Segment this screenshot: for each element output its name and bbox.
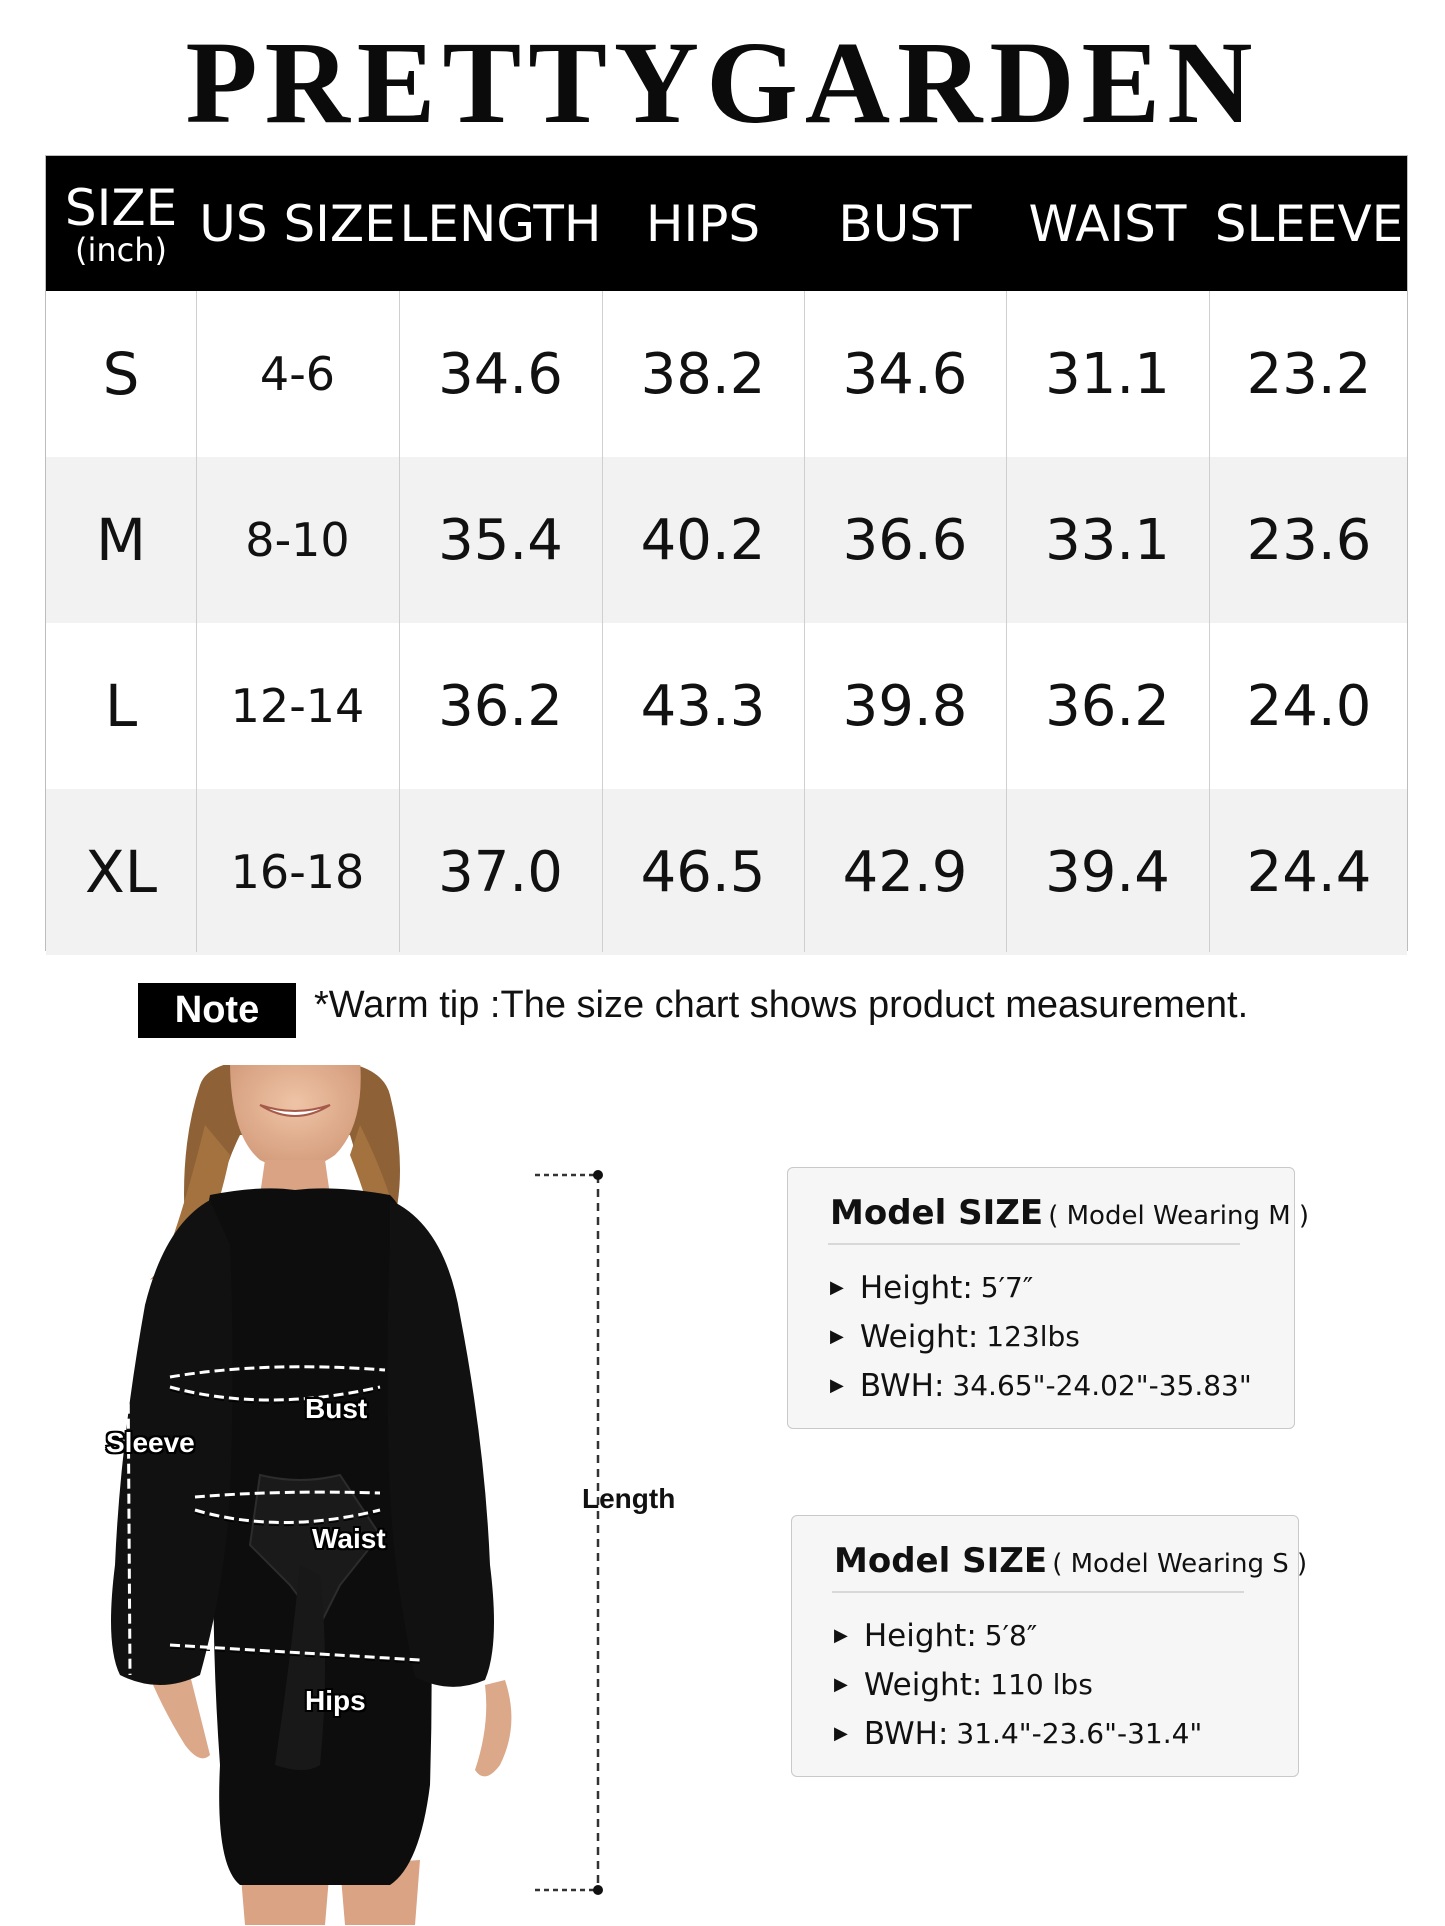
column-header (602, 156, 804, 291)
table-cell: 36.2 (1045, 673, 1170, 739)
table-cell: XL (84, 838, 158, 906)
length-bottom-dot (593, 1885, 603, 1895)
note-text: *Warm tip :The size chart shows product measurement. (314, 984, 1249, 1026)
model-stats-list (834, 1611, 1202, 1758)
table-cell: 34.6 (438, 341, 563, 407)
column-header (196, 156, 399, 291)
model-card-m (787, 1167, 1310, 1429)
waist-label: Waist (312, 1523, 386, 1554)
table-cell: 38.2 (640, 341, 766, 407)
table-cell: 16-18 (230, 845, 365, 899)
column-header-unit: (inch) (74, 230, 167, 269)
column-header (399, 156, 602, 291)
table-cell: 39.4 (1045, 839, 1170, 905)
triangle-right-icon: ▶ (830, 1277, 844, 1298)
card-title-main: Model SIZE (834, 1541, 1048, 1581)
table-cell: 35.4 (438, 507, 563, 573)
size-chart-table (45, 155, 1408, 951)
card-divider (832, 1591, 1244, 1593)
triangle-right-icon: ▶ (834, 1625, 848, 1646)
table-cell: 34.6 (842, 341, 968, 407)
column-header-label: SIZE (64, 178, 178, 237)
column-header-label: LENGTH (399, 194, 602, 253)
column-header (46, 156, 196, 291)
list-item: ▶ BWH: 31.4"-23.6"-31.4" (834, 1715, 1203, 1752)
note-badge: Note (138, 983, 296, 1038)
table-cell: L (104, 672, 138, 740)
table-cell: 23.2 (1246, 341, 1372, 407)
table-cell: S (102, 340, 140, 408)
table-cell: 43.3 (640, 673, 766, 739)
table-cell: 37.0 (438, 839, 563, 905)
brand-logo: PRETTYGARDEN (185, 17, 1260, 148)
card-title-sub: ( Model Wearing S ) (1052, 1549, 1308, 1579)
column-header-label: BUST (838, 194, 972, 253)
table-cell: 36.6 (842, 507, 968, 573)
column-divider (399, 291, 400, 952)
card-title (834, 1541, 1307, 1581)
model-stats-list (830, 1263, 1252, 1410)
table-cell: 46.5 (640, 839, 766, 905)
column-divider (804, 291, 805, 952)
hips-label: Hips (305, 1685, 366, 1716)
column-divider (196, 291, 197, 952)
column-header-label: WAIST (1028, 194, 1187, 253)
card-title-main: Model SIZE (830, 1193, 1044, 1233)
table-cell: 4-6 (259, 347, 336, 401)
list-item: ▶ BWH: 34.65"-24.02"-35.83" (830, 1367, 1252, 1404)
table-cell: 24.4 (1246, 839, 1372, 905)
table-header (46, 156, 1407, 291)
card-title (830, 1193, 1309, 1233)
table-row (46, 457, 1407, 623)
table-cell: 40.2 (640, 507, 766, 573)
column-header-label: HIPS (645, 194, 761, 253)
length-label: Length (582, 1483, 676, 1514)
table-row (46, 291, 1407, 457)
list-item: ▶ Height: 5′8″ (834, 1617, 1038, 1654)
column-divider (1006, 291, 1007, 952)
table-cell: 12-14 (230, 679, 365, 733)
table-cell: 33.1 (1045, 507, 1170, 573)
right-hand (475, 1680, 511, 1776)
table-cell: 39.8 (842, 673, 968, 739)
length-top-dot (593, 1170, 603, 1180)
card-divider (828, 1243, 1240, 1245)
column-header-label: SLEEVE (1214, 194, 1404, 253)
triangle-right-icon: ▶ (834, 1674, 848, 1695)
column-divider (602, 291, 603, 952)
table-row (46, 623, 1407, 789)
model-card-s (791, 1515, 1308, 1777)
table-cell: 24.0 (1246, 673, 1372, 739)
triangle-right-icon: ▶ (830, 1326, 844, 1347)
column-header (1209, 156, 1409, 291)
bust-label: Bust (305, 1393, 368, 1424)
table-cell: M (95, 506, 147, 574)
column-header (1006, 156, 1209, 291)
table-cell: 42.9 (842, 839, 968, 905)
list-item: ▶ Height: 5′7″ (830, 1269, 1034, 1306)
list-item: ▶ Weight: 123lbs (830, 1318, 1080, 1355)
table-cell: 23.6 (1246, 507, 1372, 573)
triangle-right-icon: ▶ (830, 1375, 844, 1396)
model-photo (90, 1065, 610, 1925)
table-row (46, 789, 1407, 955)
list-item: ▶ Weight: 110 lbs (834, 1666, 1093, 1703)
column-header (804, 156, 1006, 291)
column-header-label: US SIZE (199, 194, 396, 253)
card-title-sub: ( Model Wearing M ) (1048, 1201, 1310, 1231)
table-cell: 31.1 (1045, 341, 1170, 407)
table-cell: 36.2 (438, 673, 563, 739)
table-cell: 8-10 (245, 513, 350, 567)
column-divider (1209, 291, 1210, 952)
sleeve-label: Sleeve (106, 1427, 195, 1458)
triangle-right-icon: ▶ (834, 1723, 848, 1744)
right-sleeve-shape (388, 1200, 495, 1687)
